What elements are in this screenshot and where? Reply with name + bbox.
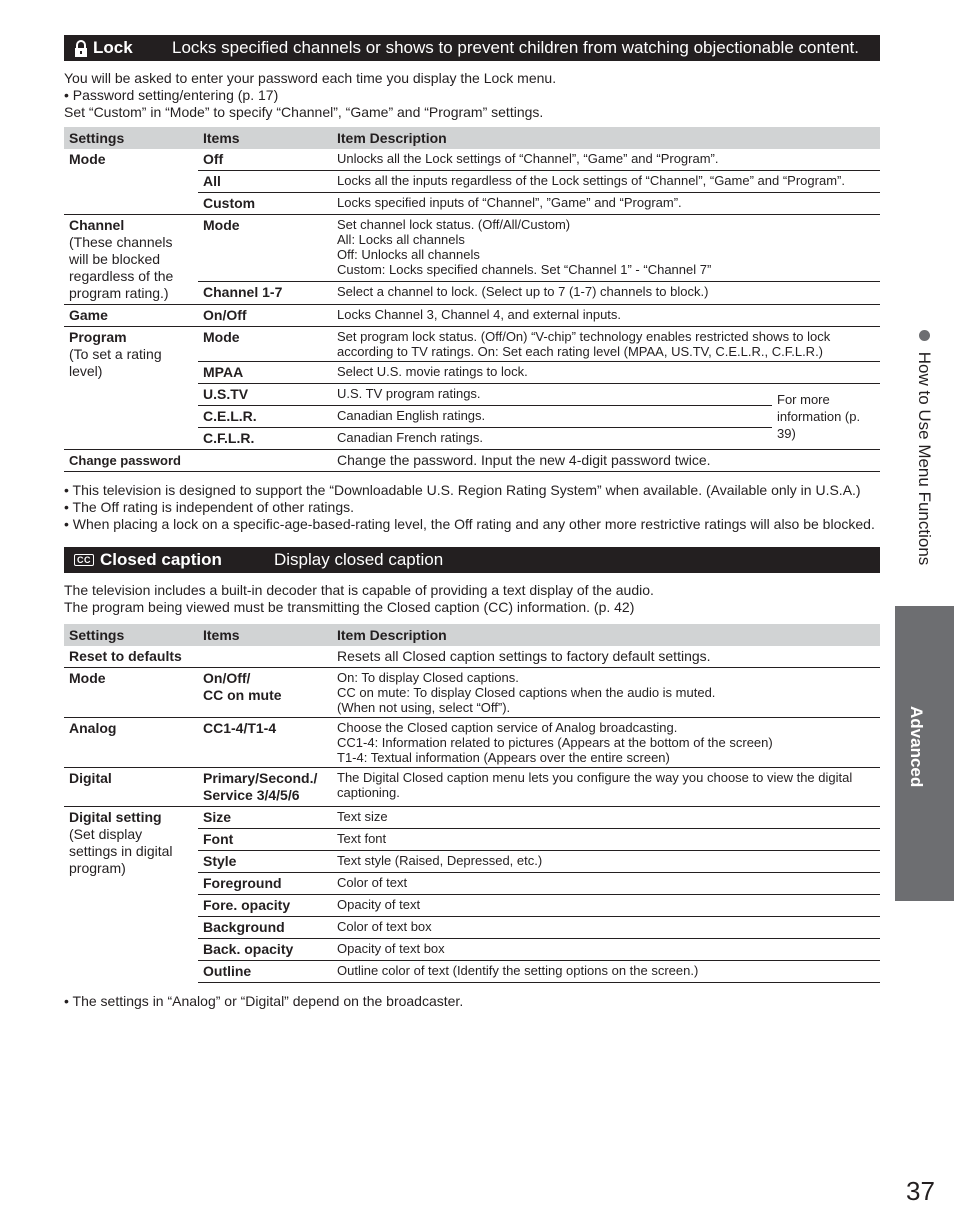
setting-mode: Mode — [69, 151, 106, 167]
note-item: • When placing a lock on a specific-age-based-rating level, the Off rating and any other more restrictive ratings will also be blocked. — [64, 516, 875, 532]
desc-font: Text font — [332, 829, 880, 851]
item-all: All — [198, 171, 332, 193]
desc-change-password: Change the password. Input the new 4-digit password twice. — [332, 450, 880, 472]
setting-digital-setting-label: Digital setting — [69, 809, 162, 825]
desc-all: Locks all the inputs regardless of the Lock settings of “Channel”, “Game” and “Program”. — [332, 171, 880, 193]
table-row — [64, 768, 880, 807]
item-ustv: U.S.TV — [198, 384, 332, 406]
desc-outline: Outline color of text (Identify the setting options on the screen.) — [332, 961, 880, 983]
desc-line: On: To display Closed captions. — [337, 670, 519, 685]
setting-program-label: Program — [69, 329, 127, 345]
lock-intro-line: You will be asked to enter your password each time you display the Lock menu. — [64, 70, 557, 86]
item-size: Size — [198, 807, 332, 829]
desc-game: Locks Channel 3, Channel 4, and external inputs. — [332, 305, 880, 327]
item-foreground: Foreground — [198, 873, 332, 895]
item-line: On/Off/ — [203, 670, 251, 686]
header-items: Items — [198, 127, 332, 149]
lock-settings-table — [64, 127, 880, 472]
cc-icon: CC — [74, 554, 94, 566]
item-custom: Custom — [198, 193, 332, 215]
desc-line: All: Locks all channels — [337, 232, 465, 247]
desc-foreground: Color of text — [332, 873, 880, 895]
item-cc-mode — [198, 668, 332, 718]
cc-intro-line: The television includes a built-in decoder that is capable of providing a text display of the audio. — [64, 582, 654, 598]
desc-custom: Locks specified inputs of “Channel”, ”Game” and “Program”. — [332, 193, 880, 215]
item-off: Off — [203, 151, 224, 167]
desc-line: Off: Unlocks all channels — [337, 247, 480, 262]
item-font: Font — [198, 829, 332, 851]
item-celr: C.E.L.R. — [198, 406, 332, 428]
cc-intro — [64, 582, 880, 616]
desc-background: Color of text box — [332, 917, 880, 939]
closed-caption-title: Closed caption — [100, 550, 222, 569]
setting-channel-label: Channel — [69, 217, 125, 233]
desc-line: Choose the Closed caption service of Analog broadcasting. — [337, 720, 678, 735]
desc-analog — [332, 718, 880, 768]
item-channel-mode: Mode — [198, 215, 332, 282]
item-channel-1-7: Channel 1-7 — [198, 282, 332, 305]
cc-notes — [64, 993, 880, 1010]
header-items: Items — [198, 624, 332, 646]
desc-channel-1-7: Select a channel to lock. (Select up to 7 (1-7) channels to block.) — [332, 282, 880, 305]
sidebar-advanced-label: Advanced — [907, 706, 926, 788]
item-style: Style — [198, 851, 332, 873]
desc-celr: Canadian English ratings. — [332, 406, 772, 428]
desc-back-opacity: Opacity of text box — [332, 939, 880, 961]
item-program-mode: Mode — [198, 327, 332, 362]
lock-intro-line: • Password setting/entering (p. 17) — [64, 87, 279, 103]
note-item: • The settings in “Analog” or “Digital” depend on the broadcaster. — [64, 993, 464, 1009]
sidebar-section-text: How to Use Menu Functions — [915, 351, 934, 566]
page-number: 37 — [906, 1176, 935, 1206]
item-digital — [198, 768, 332, 807]
table-row — [64, 807, 880, 829]
setting-channel — [64, 215, 198, 305]
setting-channel-note: (These channels will be blocked regardless of the program rating.) — [69, 234, 174, 301]
cc-intro-line: The program being viewed must be transmitting the Closed caption (CC) information. (p. 42) — [64, 599, 635, 615]
item-analog: CC1-4/T1-4 — [198, 718, 332, 768]
desc-line: Custom: Locks specified channels. Set “Channel 1” - “Channel 7” — [337, 262, 712, 277]
desc-line: Set channel lock status. (Off/All/Custom) — [337, 217, 571, 232]
setting-program — [64, 327, 198, 450]
setting-cc-mode: Mode — [64, 668, 198, 718]
item-background: Background — [198, 917, 332, 939]
desc-ustv: U.S. TV program ratings. — [332, 384, 772, 406]
note-item: • The Off rating is independent of other ratings. — [64, 499, 355, 515]
desc-digital: The Digital Closed caption menu lets you configure the way you choose to view the digital captioning. — [332, 768, 880, 807]
setting-digital-setting-note: (Set display settings in digital program) — [69, 826, 173, 876]
setting-analog: Analog — [64, 718, 198, 768]
note-item: • This television is designed to support the “Downloadable U.S. Region Rating System” when available. (Available only in U.S.A.) — [64, 482, 861, 498]
item-cflr: C.F.L.R. — [198, 428, 332, 450]
cc-settings-table — [64, 624, 880, 983]
lock-notes — [64, 482, 880, 533]
desc-mpaa: Select U.S. movie ratings to lock. — [332, 362, 880, 384]
header-settings: Settings — [64, 127, 198, 149]
closed-caption-section-bar — [64, 547, 880, 573]
desc-reset-to-defaults: Resets all Closed caption settings to factory default settings. — [337, 648, 711, 664]
table-row — [64, 450, 880, 472]
table-row — [64, 149, 880, 171]
table-row — [64, 327, 880, 362]
setting-digital-setting — [64, 807, 198, 983]
table-header-row — [64, 624, 880, 646]
desc-program-mode: Set program lock status. (Off/On) “V-chip” technology enables restricted shows to lock according to TV ratings. On: Set each rating level (MPAA, US.TV, C.E.L.R., C.F.L.R.) — [332, 327, 880, 362]
table-row — [64, 668, 880, 718]
setting-digital: Digital — [64, 768, 198, 807]
item-line: Service 3/4/5/6 — [203, 787, 300, 803]
sidebar-section-label — [914, 330, 934, 565]
lock-intro-line: Set “Custom” in “Mode” to specify “Channel”, “Game” and “Program” settings. — [64, 104, 544, 120]
lock-section-bar — [64, 35, 880, 61]
desc-off: Unlocks all the Lock settings of “Channel”, “Game” and “Program”. — [337, 151, 719, 166]
item-fore-opacity: Fore. opacity — [198, 895, 332, 917]
item-game-onoff: On/Off — [198, 305, 332, 327]
desc-cc-mode — [332, 668, 880, 718]
setting-game: Game — [64, 305, 198, 327]
header-settings: Settings — [64, 624, 198, 646]
lock-intro — [64, 70, 880, 121]
desc-style: Text style (Raised, Depressed, etc.) — [332, 851, 880, 873]
desc-line: (When not using, select “Off”). — [337, 700, 511, 715]
bullet-dot-icon — [919, 330, 930, 341]
desc-line: CC1-4: Information related to pictures (Appears at the bottom of the screen) — [337, 735, 773, 750]
table-row — [64, 215, 880, 282]
desc-size: Text size — [332, 807, 880, 829]
item-outline: Outline — [198, 961, 332, 983]
table-row — [64, 646, 880, 668]
lock-subtitle: Locks specified channels or shows to prevent children from watching objectionable content. — [172, 38, 859, 57]
lock-icon — [74, 40, 88, 57]
table-header-row — [64, 127, 880, 149]
item-line: CC on mute — [203, 687, 282, 703]
desc-fore-opacity: Opacity of text — [332, 895, 880, 917]
setting-program-note: (To set a rating level) — [69, 346, 162, 379]
item-back-opacity: Back. opacity — [198, 939, 332, 961]
table-row — [64, 305, 880, 327]
table-row — [64, 718, 880, 768]
desc-channel-mode — [332, 215, 880, 282]
lock-title: Lock — [93, 38, 133, 57]
desc-cflr: Canadian French ratings. — [332, 428, 772, 450]
setting-change-password: Change password — [64, 450, 332, 472]
closed-caption-subtitle: Display closed caption — [274, 550, 444, 569]
page-content — [64, 35, 880, 1010]
desc-line: T1-4: Textual information (Appears over the entire screen) — [337, 750, 670, 765]
header-item-description: Item Description — [332, 127, 880, 149]
header-item-description: Item Description — [332, 624, 880, 646]
item-line: Primary/Second./ — [203, 770, 318, 786]
more-info-note: For more information (p. 39) — [772, 384, 880, 450]
item-mpaa: MPAA — [198, 362, 332, 384]
desc-line: CC on mute: To display Closed captions when the audio is muted. — [337, 685, 716, 700]
setting-reset-to-defaults: Reset to defaults — [69, 648, 182, 664]
